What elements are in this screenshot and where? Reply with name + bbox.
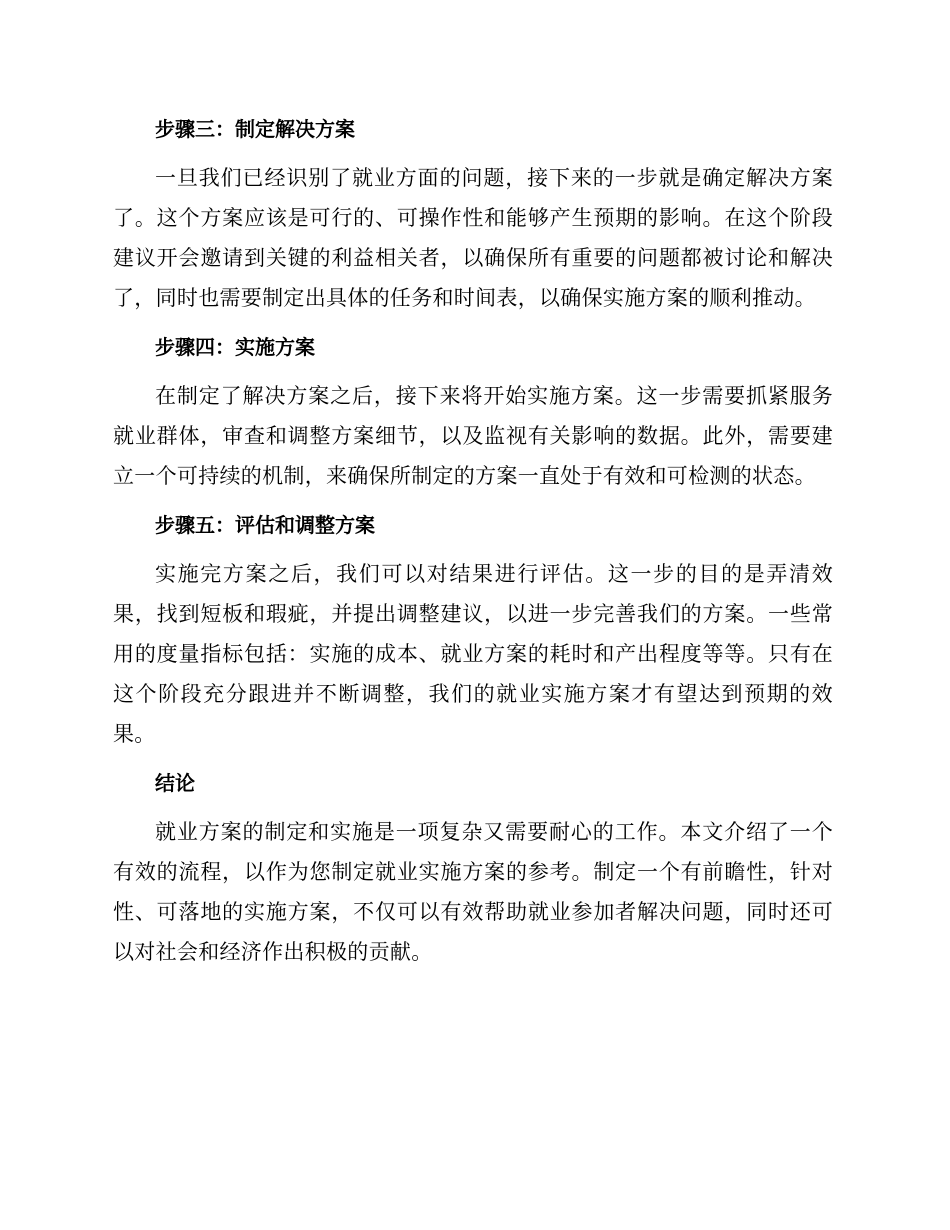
document-body [113,110,833,982]
section-paragraph-step-5: 实施完方案之后，我们可以对结果进行评估。这一步的目的是弄清效果，找到短板和瑕疵，并提出调整建议，以进一步完善我们的方案。一些常用的度量指标包括：实施的成本、就业方案的耗时和产出程度等等。只有在这个阶段充分跟进并不断调整，我们的就业实施方案才有望达到预期的效果。 [113,562,833,746]
section-heading-step-4: 步骤四：实施方案 [155,335,315,359]
section-paragraph-step-3: 一旦我们已经识别了就业方面的问题，接下来的一步就是确定解决方案了。这个方案应该是可行的、可操作性和能够产生预期的影响。在这个阶段建议开会邀请到关键的利益相关者，以确保所有重要的问题都被讨论和解决了，同时也需要制定出具体的任务和时间表，以确保实施方案的顺利推动。 [113,166,833,310]
section-paragraph-step-4: 在制定了解决方案之后，接下来将开始实施方案。这一步需要抓紧服务就业群体，审查和调整方案细节，以及监视有关影响的数据。此外，需要建立一个可持续的机制，来确保所制定的方案一直处于有效和可检测的状态。 [113,384,833,488]
section-heading-step-3: 步骤三：制定解决方案 [155,117,355,141]
section-heading-conclusion: 结论 [155,771,195,795]
section-paragraph-conclusion: 就业方案的制定和实施是一项复杂又需要耐心的工作。本文介绍了一个有效的流程，以作为您制定就业实施方案的参考。制定一个有前瞻性，针对性、可落地的实施方案，不仅可以有效帮助就业参加者解决问题，同时还可以对社会和经济作出积极的贡献。 [113,820,833,964]
section-heading-step-5: 步骤五：评估和调整方案 [155,513,375,537]
